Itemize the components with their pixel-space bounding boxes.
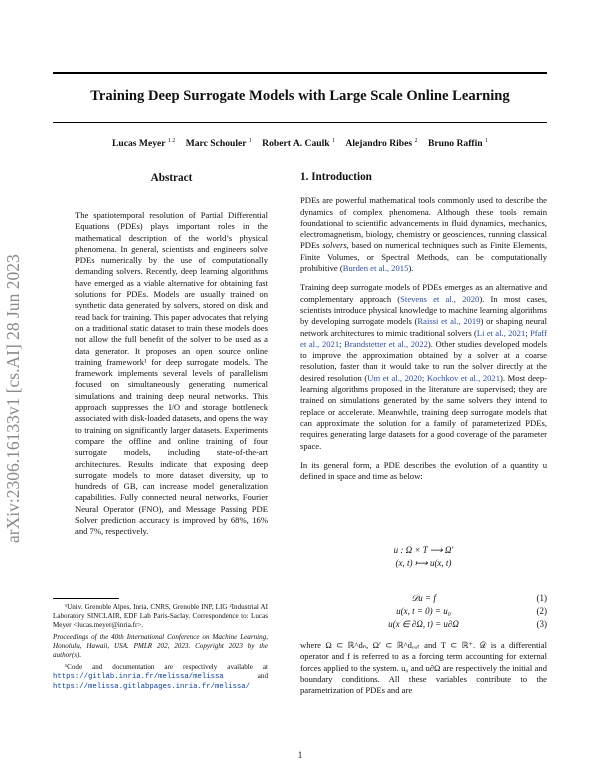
equation-number: (1)	[536, 593, 547, 603]
intro-paragraph-4: where Ω ⊂ ℝ^dₙ, Ω′ ⊂ ℝ^dₒᵤₜ and T ⊂ ℝ⁺. 𝒟 is a differential operator and f is referred to as a forcing term accounting for external forces applied to the system. u₀ and u∂Ω are respectively the initial and boundary conditions. All these variables contribute to the parametrization of PDEs and are	[300, 640, 547, 696]
citation[interactable]: Brandstetter et al., 2022	[344, 338, 428, 349]
citation[interactable]: Stevens et al., 2020	[400, 293, 480, 304]
author: Alejandro Ribes $^2$	[345, 138, 418, 150]
paper-title: Training Deep Surrogate Models with Large Scale Online Learning	[90, 88, 510, 104]
title-rule-bottom	[53, 122, 547, 123]
equation-number: (3)	[536, 619, 547, 629]
citation[interactable]: Um et al., 2020	[367, 372, 422, 383]
intro-paragraph-2: Training deep surrogate models of PDEs emerges as an alternative and complementary approach (Stevens et al., 2020). In most cases, scientists introduce physical knowledge to machine learning algorithms by developing surrogate models (Raissi et al., 2019) or shaping neural network architectures to mimic traditional solvers (Li et al., 2021; Pfaff et al., 2021; Brandstetter et al., 2022). Other studies developed models to improve the approximation obtained by a solver at a coarse resolution, faster than it would take to run the solver directly at the desired resolution (Um et al., 2020; Kochkov et al., 2021). Most deep-learning algorithms proposed in the literature are supervised; they are trained on simulations generated by the same solvers they intend to replace or accelerate. Meanwhile, training deep surrogate models that can approximate the solution for a family of parameterized PDEs, requires generating large datasets for a good coverage of the parameter space.	[300, 282, 547, 451]
footnotes	[53, 598, 268, 695]
equation: 𝒟u = f	[411, 593, 436, 603]
equation-row	[300, 593, 547, 606]
gitlab-link[interactable]: https://gitlab.inria.fr/melissa/melissa	[53, 673, 224, 681]
right-column	[300, 172, 547, 490]
citation[interactable]: Li et al., 2021	[476, 327, 526, 338]
page-number: 1	[297, 750, 303, 760]
equation-number: (2)	[536, 606, 547, 616]
author: Robert A. Caulk $^1$	[262, 138, 336, 150]
intro-heading: 1. Introduction	[300, 171, 372, 183]
author: Bruno Raffin $^1$	[427, 138, 488, 150]
citation[interactable]: Pfaff et al., 2021	[300, 327, 547, 349]
intro-paragraph-3: In its general form, a PDE describes the evolution of a quantity u defined in space and time as below:	[300, 459, 547, 482]
equation: u(x ∈ ∂Ω, t) = u∂Ω	[388, 619, 459, 629]
citation[interactable]: Kochkov et al., 2021	[426, 372, 501, 383]
abstract-heading: Abstract	[150, 172, 193, 184]
equation-row	[300, 619, 547, 632]
affiliation-footnote: ¹Univ. Grenoble Alpes, Inria, CNRS, Grenoble INP, LIG ²Industrial AI Laboratory SINCLAIR, EDF Lab Paris-Saclay. Correspondence to: Lucas Meyer <lucas.meyer@inria.fr>.	[53, 603, 268, 629]
intro-paragraph-1: PDEs are powerful mathematical tools commonly used to describe the dynamics of complex phenomena. Although these tools remain foundational to scientific advancements in fluid dynamics, mechanics, electromagnetism, biology, chemistry or geosciences, running classical PDEs solvers, based on numerical techniques such as Finite Elements, Finite Volumes, or Spectral Methods, can be computationally prohibitive (Burden et al., 2015).	[300, 195, 547, 274]
code-footnote: ¹Code and documentation are respectively available at https://gitlab.inria.fr/melissa/melissa and https://melissa.gitlabpages.inria.fr/melissa/	[53, 663, 268, 691]
citation[interactable]: Raissi et al., 2019	[417, 316, 481, 327]
docs-link[interactable]: https://melissa.gitlabpages.inria.fr/melissa/	[53, 683, 251, 691]
author-list	[0, 138, 600, 149]
equation: u(x, t = 0) = u₀	[396, 606, 451, 616]
title-rule-top	[53, 72, 547, 74]
equation-list	[300, 593, 547, 632]
author: Lucas Meyer $^{1 2}$	[112, 138, 176, 150]
footnote-separator	[53, 598, 119, 599]
proceedings-note: Proceedings of the 40th International Conference on Machine Learning, Honolulu, Hawaii, USA. PMLR 202, 2023. Copyright 2023 by the author(s).	[53, 633, 268, 659]
abstract-text: The spatiotemporal resolution of Partial Differential Equations (PDEs) plays important roles in the mathematical description of the world’s physical phenomena. In general, scientists and engineers solve PDEs numerically by the use of computationally demanding solvers. Recently, deep learning algorithms have emerged as a viable alternative for obtaining fast solutions for PDEs. Models are usually trained on synthetic data generated by solvers, stored on disk and read back for training. This paper advocates that relying on a traditional static dataset to train these models does not allow the full benefit of the solver to be used as a data generator. It proposes an open source online training framework¹ for deep surrogate models. The framework implements several levels of parallelism focused on simultaneously generating numerical simulations and training deep neural networks. This approach suppresses the I/O and storage bottleneck associated with disk-loaded datasets, and opens the way to training on significantly larger datasets. Experiments compare the offline and online training of four surrogate models, including state-of-the-art architectures. Results indicate that exposing deep surrogate models to more dataset diversity, up to hundreds of GB, can increase model generalization capabilities. Fully connected neural networks, Fourier Neural Operator (FNO), and Message Passing PDE Solver prediction accuracy is improved by 68%, 16% and 7%, respectively.	[75, 210, 268, 537]
equation-row	[300, 606, 547, 619]
author: Marc Schouler $^1$	[185, 138, 252, 150]
left-column	[75, 172, 268, 538]
arxiv-stamp: arXiv:2306.16133v1 [cs.AI] 28 Jun 2023	[3, 254, 23, 543]
mapping-definition: u : Ω × T ⟶ Ω′ (x, t) ⟼ u(x, t)	[393, 545, 454, 568]
citation[interactable]: Burden et al., 2015	[342, 263, 409, 274]
